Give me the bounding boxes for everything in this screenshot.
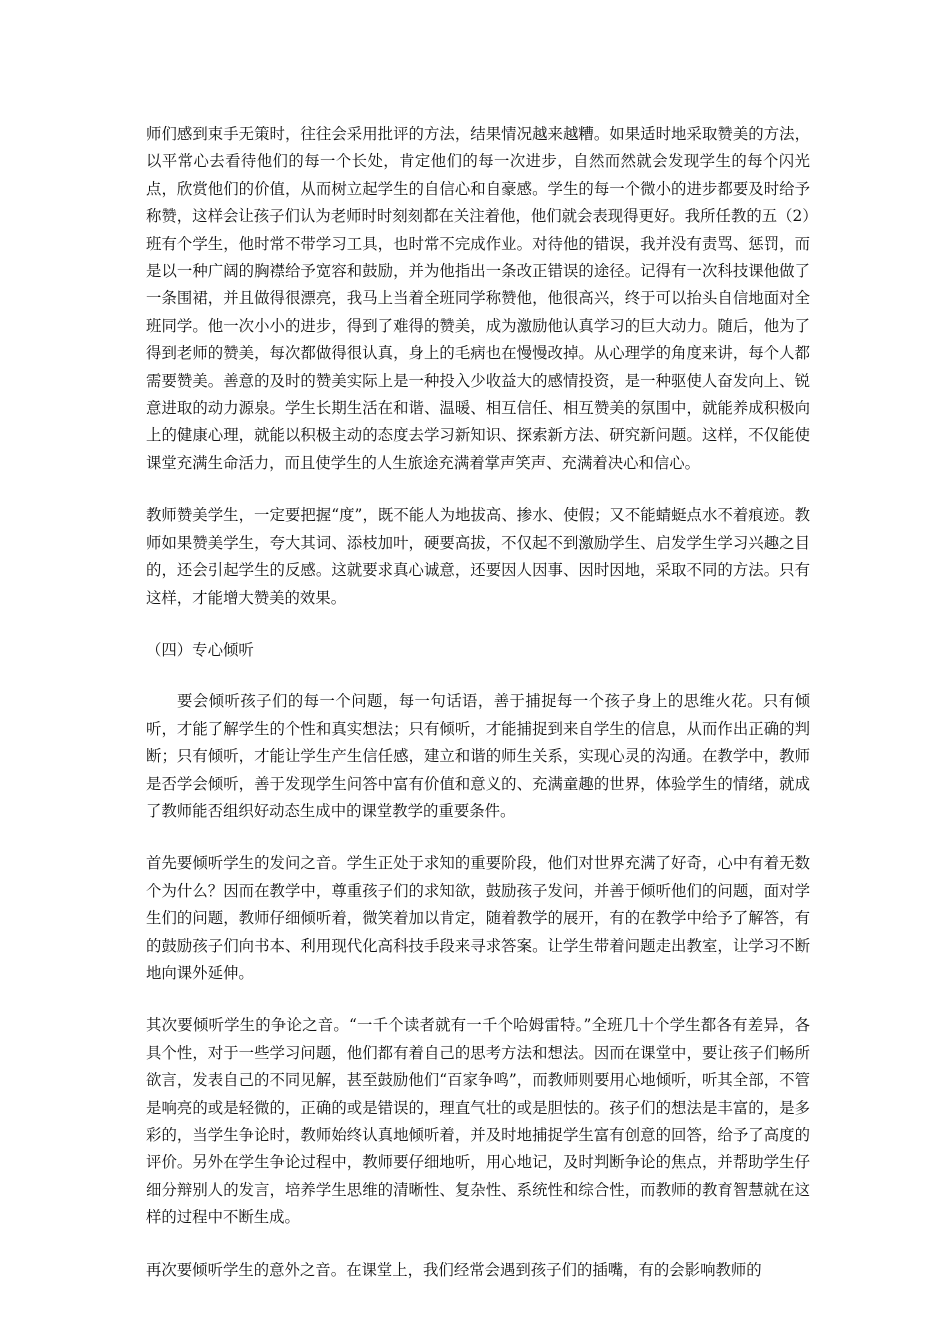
paragraph-praise-method: 师们感到束手无策时，往往会采用批评的方法，结果情况越来越糟。如果适时地采取赞美的方法，以平常心去看待他们的每一个长处，肯定他们的每一次进步，自然而然就会发现学生的每个闪光点，欣赏他们的价值，从而树立起学生的自信心和自豪感。学生的每一个微小的进步都要及时给予称赞，这样会让孩子们认为老师时时刻刻都在关注着他，他们就会表现得更好。我所任教的五（2）班有个学生，他时常不带学习工具，也时常不完成作业。对待他的错误，我并没有责骂、惩罚，而是以一种广阔的胸襟给予宽容和鼓励，并为他指出一条改正错误的途径。记得有一次科技课他做了一条围裙，并且做得很漂亮，我马上当着全班同学称赞他，他很高兴，终于可以抬头自信地面对全班同学。他一次小小的进步，得到了难得的赞美，成为激励他认真学习的巨大动力。随后，他为了得到老师的赞美，每次都做得很认真，身上的毛病也在慢慢改掉。从心理学的角度来讲，每个人都需要赞美。善意的及时的赞美实际上是一种投入少收益大的感情投资，是一种驱使人奋发向上、锐意进取的动力源泉。学生长期生活在和谐、温暖、相互信任、相互赞美的氛围中，就能养成积极向上的健康心理，就能以积极主动的态度去学习新知识、探索新方法、研究新问题。这样，不仅能使课堂充满生命活力，而且使学生的人生旅途充满着掌声笑声、充满着决心和信心。 xyxy=(146,125,810,472)
paragraph-listening-unexpected: 再次要倾听学生的意外之音。在课堂上，我们经常会遇到孩子们的插嘴，有的会影响教师的 xyxy=(146,1260,762,1279)
paragraph-listening-questions: 首先要倾听学生的发问之音。学生正处于求知的重要阶段，他们对世界充满了好奇，心中有着无数个为什么？因而在教学中，尊重孩子们的求知欲，鼓励孩子发问，并善于倾听他们的问题，面对学生们的问题，教师仔细倾听着，微笑着加以肯定，随着教学的展开，有的在教学中给予了解答，有的鼓励孩子们向书本、利用现代化高科技手段来寻求答案。让学生带着问题走出教室，让学习不断地向课外延伸。 xyxy=(146,854,810,982)
section-heading-listening: （四）专心倾听 xyxy=(146,640,254,659)
paragraph-praise-degree: 教师赞美学生，一定要把握“度”，既不能人为地拔高、掺水、使假；又不能蜻蜓点水不着痕迹。教师如果赞美学生，夸大其词、添枝加叶，硬要高拔，不仅起不到激励学生、启发学生学习兴趣之目的，还会引起学生的反感。这就要求真心诚意，还要因人因事、因时因地，采取不同的方法。只有这样，才能增大赞美的效果。 xyxy=(146,506,810,607)
paragraph-listening-intro: 要会倾听孩子们的每一个问题，每一句话语，善于捕捉每一个孩子身上的思维火花。只有倾听，才能了解学生的个性和真实想法；只有倾听，才能捕捉到来自学生的信息，从而作出正确的判断；只有倾听，才能让学生产生信任感，建立和谐的师生关系，实现心灵的沟通。在教学中，教师是否学会倾听，善于发现学生问答中富有价值和意义的、充满童趣的世界，体验学生的情绪，就成了教师能否组织好动态生成中的课堂教学的重要条件。 xyxy=(146,692,810,820)
paragraph-listening-debate: 其次要倾听学生的争论之音。“一千个读者就有一千个哈姆雷特。”全班几十个学生都各有差异，各具个性，对于一些学习问题，他们都有着自己的思考方法和想法。因而在课堂中，要让孩子们畅所欲言，发表自己的不同见解，甚至鼓励他们“百家争鸣”，而教师则要用心地倾听，听其全部，不管是响亮的或是轻微的，正确的或是错误的，理直气壮的或是胆怯的。孩子们的想法是丰富的，是多彩的，当学生争论时，教师始终认真地倾听着，并及时地捕捉学生富有创意的回答，给予了高度的评价。另外在学生争论过程中，教师要仔细地听，用心地记，及时判断争论的焦点，并帮助学生仔细分辩别人的发言，培养学生思维的清晰性、复杂性、系统性和综合性，而教师的教育智慧就在这样的过程中不断生成。 xyxy=(146,1016,810,1227)
document-page xyxy=(146,121,810,1284)
